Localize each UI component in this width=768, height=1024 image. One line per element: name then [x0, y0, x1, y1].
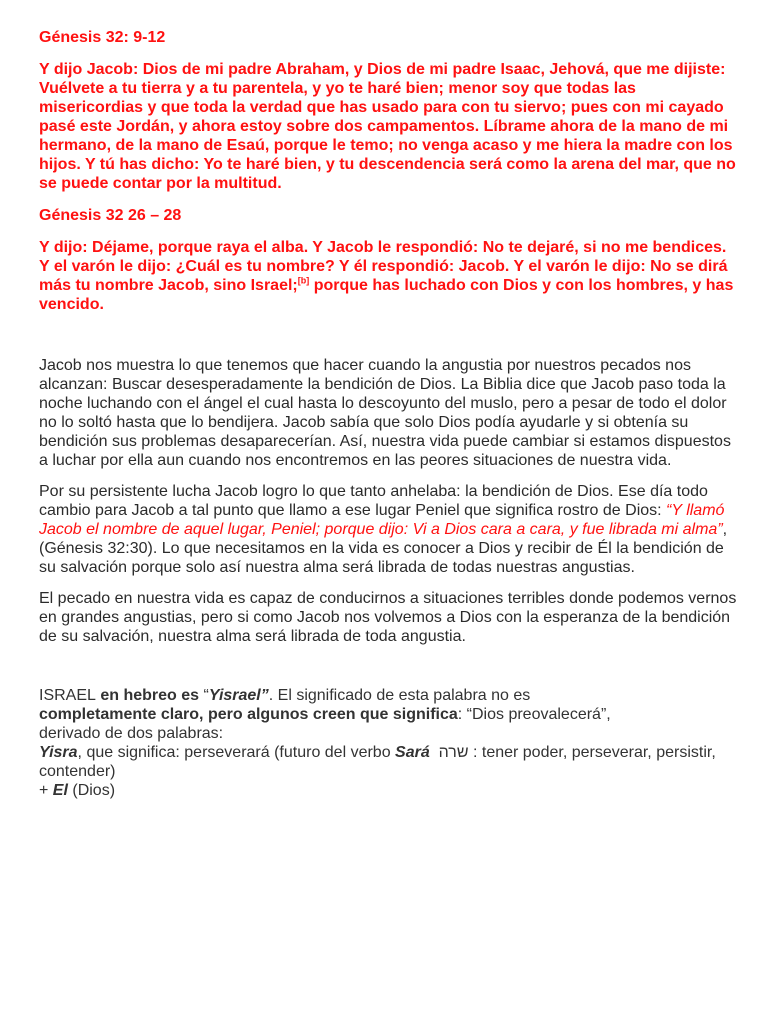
israel-text-hebreo: en hebreo es — [95, 687, 200, 704]
paragraph-3: El pecado en nuestra vida es capaz de conducirnos a situaciones terribles donde podemos vernos en grandes angustias, pero si como Jacob nos volvemos a Dios con la esperanza de la bendición de su salvación, nuestra alma será librada de toda angustia. — [39, 590, 737, 645]
israel-line-4 — [39, 743, 739, 781]
yisra-term: Yisra — [39, 744, 78, 761]
paragraph-2 — [39, 482, 739, 577]
paragraph-2-text-a: Por su persistente lucha Jacob logro lo que tanto anhelaba: la bendición de Dios. Ese día todo cambio para Jacob a tal punto que llamo a ese lugar Peniel que significa rostro de Dios: — [39, 483, 708, 519]
israel-line-2 — [39, 705, 739, 724]
document-page — [39, 28, 739, 800]
israel-definition — [39, 686, 739, 800]
el-term: El — [52, 782, 68, 799]
scripture-heading-1: Génesis 32: 9-12 — [39, 29, 166, 46]
verse-2-text-a: Y dijo: Déjame, porque raya el alba. Y Jacob le respondió: No te dejaré, si no me bendices. Y el varón le dijo: ¿Cuál es tu nombre? Y él respondió: Jacob. Y el varón le dijo: No se dirá más tu nombre Jacob, sino Israel; — [39, 239, 728, 294]
israel-word: ISRAEL — [39, 687, 96, 704]
israel-text-meaning: . El significado de esta palabra no es — [268, 687, 531, 704]
el-definition: (Dios) — [67, 782, 116, 799]
israel-text-unclear: completamente claro, pero algunos creen que significa — [39, 706, 458, 723]
israel-line-5 — [39, 781, 739, 800]
footnote-link[interactable]: [b] — [297, 275, 310, 286]
paragraph-2-text-b: , (Génesis 32:30). Lo que necesitamos en la vida es conocer a Dios y recibir de Él la bendición de su salvación porque solo así nuestra alma será librada de todas nuestras angustias. — [39, 521, 728, 576]
scripture-heading-2: Génesis 32 26 – 28 — [39, 207, 182, 224]
plus-sign: + — [39, 782, 53, 799]
verse-2-text-b: porque has luchado con Dios y con los hombres, y has vencido. — [39, 277, 734, 313]
sara-definition: : tener poder, perseverar, persistir, contender) — [39, 744, 716, 780]
yisrael-term: Yisrael” — [208, 687, 269, 704]
yisra-text: , que significa: perseverará (futuro del verbo — [77, 744, 396, 761]
paragraph-1: Jacob nos muestra lo que tenemos que hacer cuando la angustia por nuestros pecados nos alcanzan: Buscar desesperadamente la bendición de Dios. La Biblia dice que Jacob paso toda la noche luchando con el ángel el cual hasta lo descoyunto del muslo, pero a pesar de todo el dolor no lo soltó hasta que lo bendijera. Jacob sabía que solo Dios podía ayudarle y si obtenía su bendición sus problemas desaparecerían. Así, nuestra vida puede cambiar si estamos dispuestos a luchar por ella aun cuando nos encontremos en las peores situaciones de nuestra vida. — [39, 357, 731, 469]
israel-text-prevail: : “Dios preovalecerá”, — [457, 706, 611, 723]
hebrew-word: שרה — [438, 744, 469, 761]
israel-quote-open: “ — [199, 687, 209, 704]
israel-line-3: derivado de dos palabras: — [39, 725, 224, 742]
sara-term: Sará — [395, 744, 430, 761]
israel-line-1 — [39, 686, 739, 705]
scripture-verse-1: Y dijo Jacob: Dios de mi padre Abraham, y Dios de mi padre Isaac, Jehová, que me dijiste: Vuélvete a tu tierra y a tu parentela, y yo te haré bien; menor soy que todas las misericordias y que toda la verdad que has usado para con tu siervo; pues con mi cayado pasé este Jordán, y ahora estoy sobre dos campamentos. Líbrame ahora de la mano de mi hermano, de la mano de Esaú, porque le temo; no venga acaso y me hiera la madre con los hijos. Y tú has dicho: Yo te haré bien, y tu descendencia será como la arena del mar, que no se puede contar por la multitud. — [39, 61, 736, 192]
peniel-quote: “Y llamó Jacob el nombre de aquel lugar, Peniel; porque dijo: Vi a Dios cara a cara, y fue librada mi alma” — [39, 502, 725, 538]
scripture-verse-2 — [39, 238, 739, 314]
